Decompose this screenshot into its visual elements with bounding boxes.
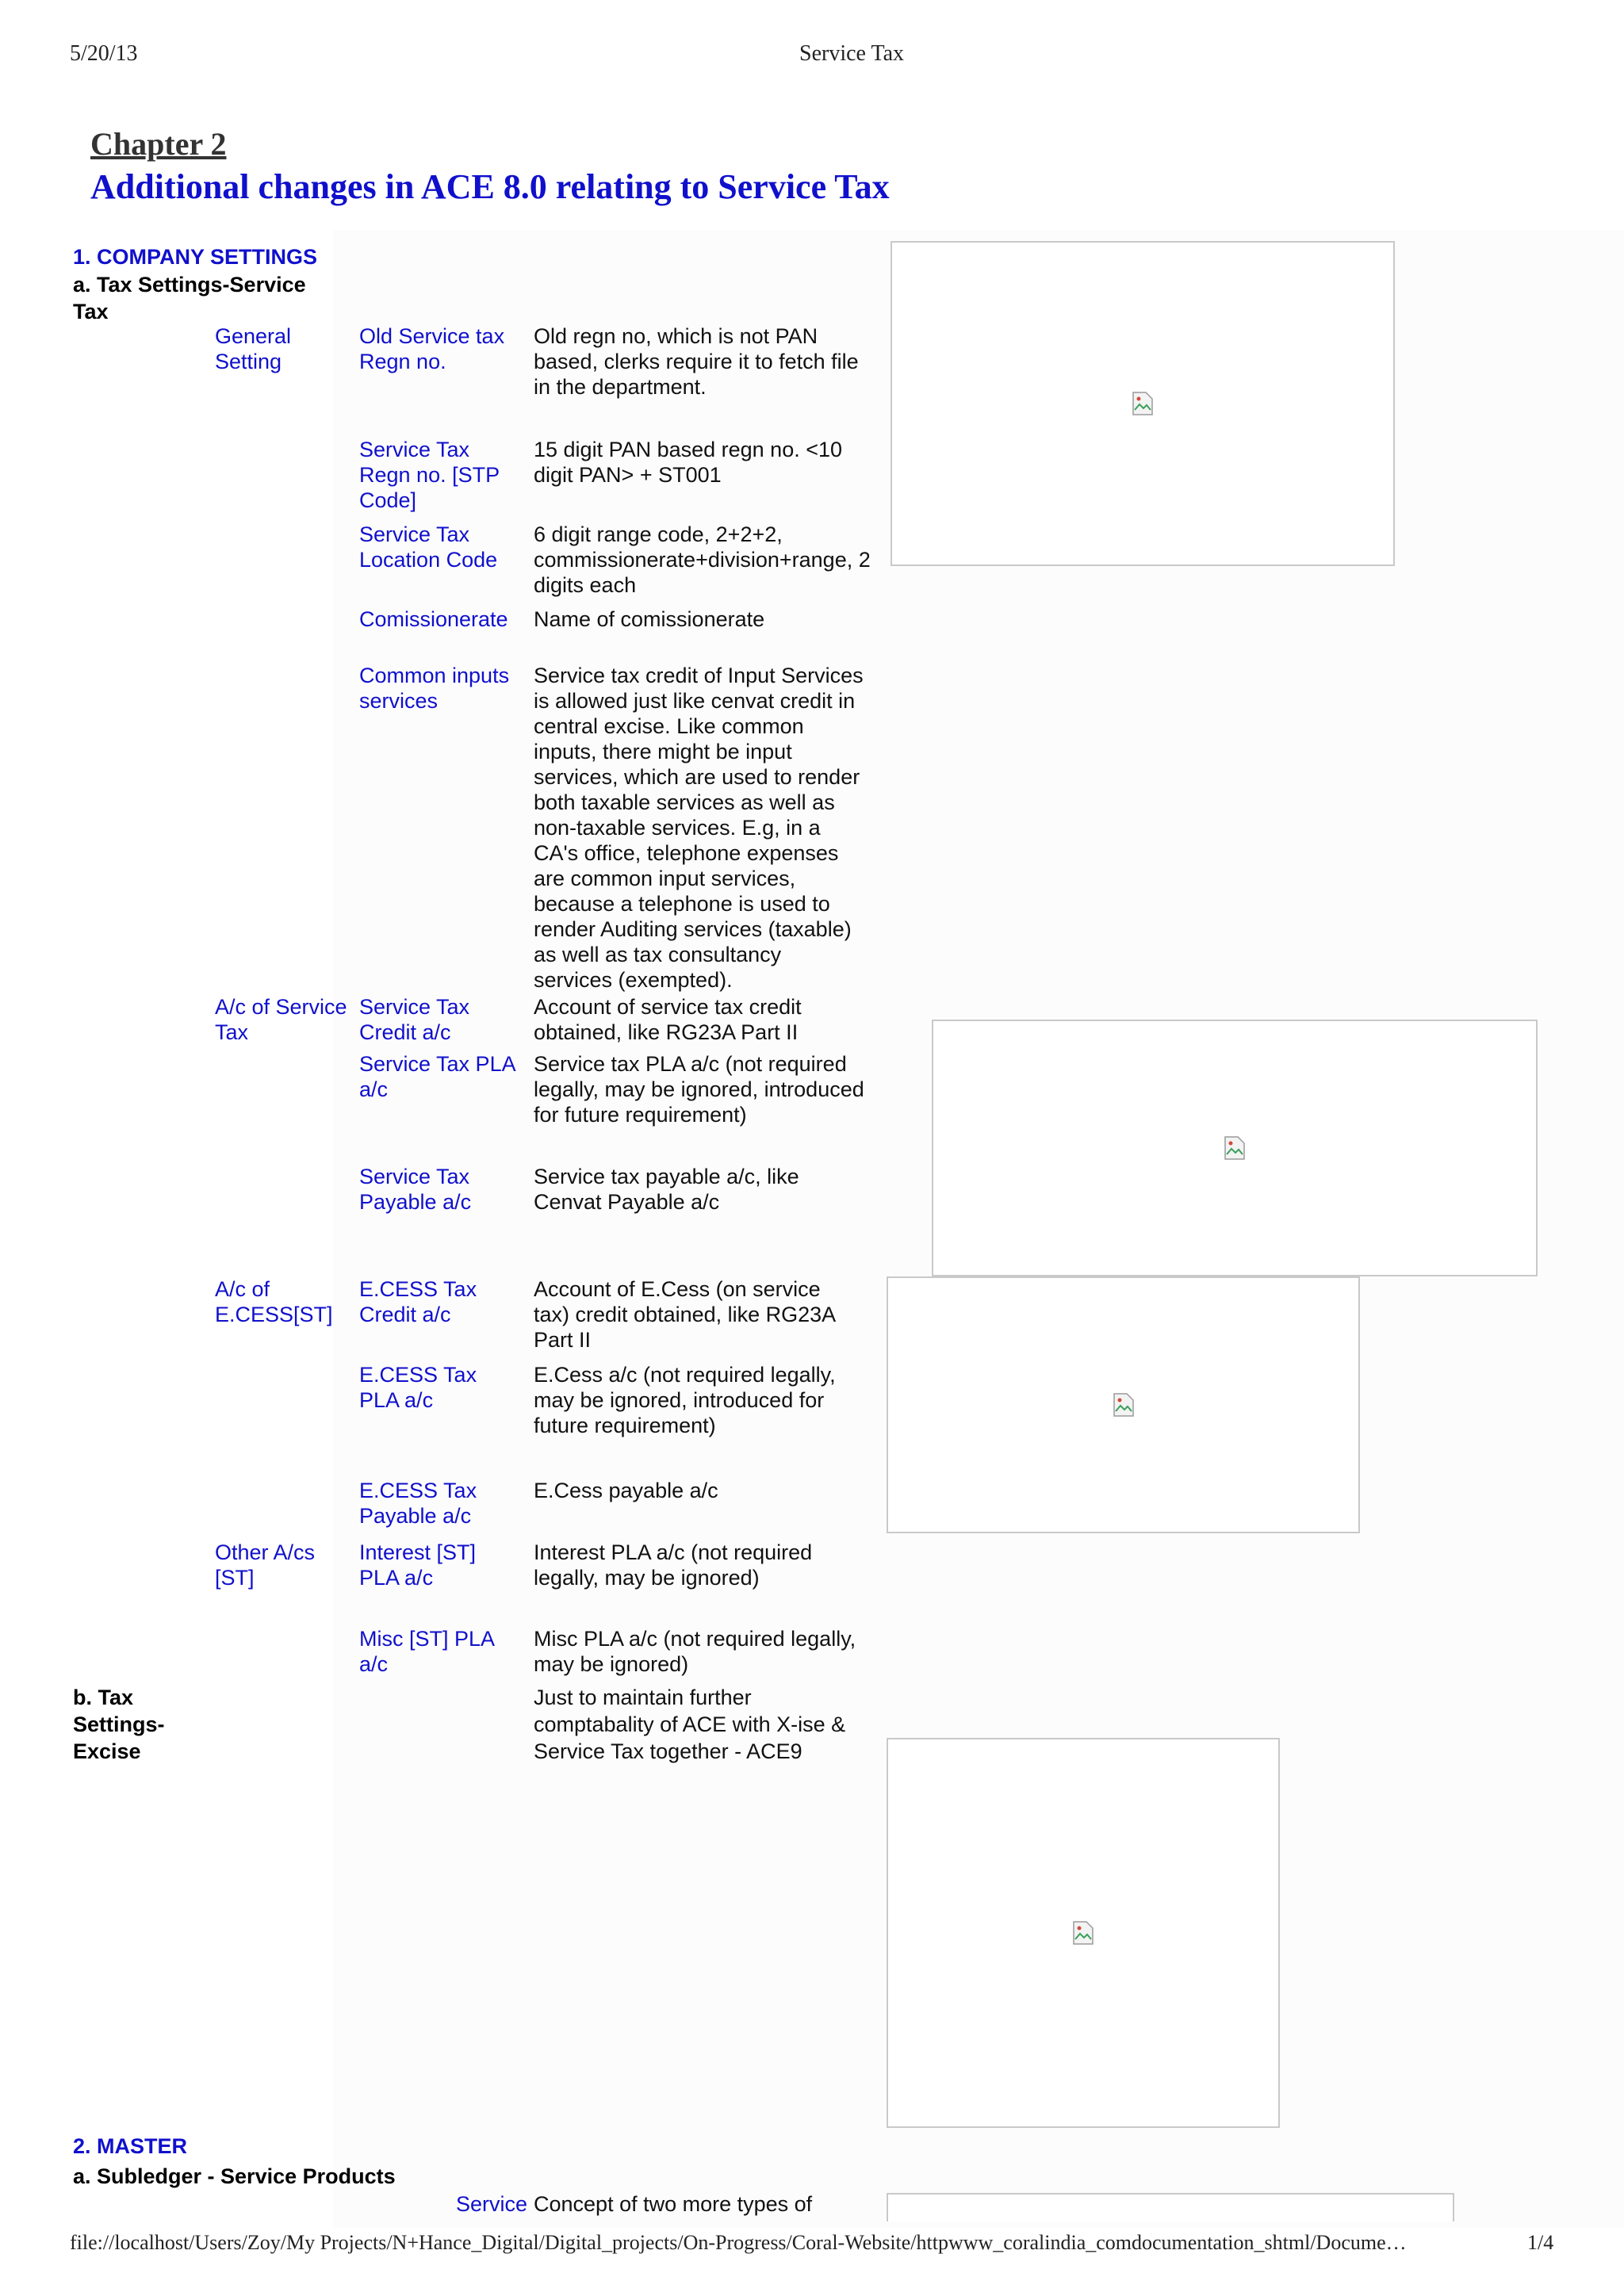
broken-image-icon xyxy=(1132,391,1154,416)
broken-image-5 xyxy=(887,2193,1454,2221)
group-general-setting: General Setting xyxy=(215,324,292,373)
desc-common-inputs-services: Service tax credit of Input Services is allowed just like cenvat credit in central excise. Like common inputs, there might be input services, which are used to render both taxable services as well as non-taxable services. E.g, in a CA's office, telephone expenses are common input services, because a telephone is used to render Auditing services (taxable) as well as tax consultancy services (exempted). xyxy=(534,664,864,992)
subsection-tax-settings-excise: b. Tax Settings- Excise xyxy=(73,1686,165,1763)
broken-image-2 xyxy=(932,1020,1538,1276)
field-service-tax-regn-no: Service Tax Regn no. [STP Code] xyxy=(359,438,500,512)
broken-image-icon xyxy=(1224,1135,1246,1161)
field-service-tax-location-code: Service Tax Location Code xyxy=(359,522,498,572)
print-footer-path: file://localhost/Users/Zoy/My Projects/N+Hance_Digital/Digital_projects/On-Progress/Coral-Website/httpwww_coralindia_comdocumentation_shtml/Docume… xyxy=(70,2231,1407,2254)
field-ecess-tax-credit: E.CESS Tax Credit a/c xyxy=(359,1277,477,1326)
field-service-tax-credit: Service Tax Credit a/c xyxy=(359,995,470,1044)
section-master: 2. MASTER xyxy=(73,2134,188,2158)
desc-old-service-tax-regn: Old regn no, which is not PAN based, clerks require it to fetch file in the department. xyxy=(534,324,859,399)
field-comissionerate: Comissionerate xyxy=(359,607,508,631)
desc-service-tax-credit: Account of service tax credit obtained, like RG23A Part II xyxy=(534,995,802,1044)
desc-comissionerate: Name of comissionerate xyxy=(534,607,765,631)
desc-ecess-tax-pla: E.Cess a/c (not required legally, may be ignored, introduced for future requirement) xyxy=(534,1363,836,1437)
desc-ecess-tax-payable: E.Cess payable a/c xyxy=(534,1479,718,1502)
group-ac-of-service-tax: A/c of Service Tax xyxy=(215,995,347,1044)
desc-tax-settings-excise: Just to maintain further comptabality of ACE with X-ise & Service Tax together - ACE9 xyxy=(534,1686,846,1763)
broken-image-icon xyxy=(1072,1920,1094,1946)
broken-image-icon xyxy=(1113,1392,1135,1418)
subsection-tax-settings-service: a. Tax Settings-Service Tax xyxy=(73,273,306,323)
field-service: Service xyxy=(456,2192,528,2216)
field-interest-st-pla: Interest [ST] PLA a/c xyxy=(359,1540,477,1590)
section-company-settings: 1. COMPANY SETTINGS xyxy=(73,245,318,269)
field-service-tax-payable: Service Tax Payable a/c xyxy=(359,1165,472,1214)
field-misc-st-pla: Misc [ST] PLA a/c xyxy=(359,1627,496,1676)
desc-service-tax-pla: Service tax PLA a/c (not required legally, may be ignored, introduced for future requirement) xyxy=(534,1052,864,1127)
subsection-subledger-service-products: a. Subledger - Service Products xyxy=(73,2164,396,2188)
group-other-acs: Other A/cs [ST] xyxy=(215,1540,316,1590)
desc-service-tax-payable: Service tax payable a/c, like Cenvat Payable a/c xyxy=(534,1165,799,1214)
field-service-tax-pla: Service Tax PLA a/c xyxy=(359,1052,516,1101)
chapter-heading: Chapter 2 xyxy=(90,126,227,162)
print-date: 5/20/13 xyxy=(70,41,138,66)
desc-interest-st-pla: Interest PLA a/c (not required legally, may be ignored) xyxy=(534,1540,813,1590)
print-title: Service Tax xyxy=(799,41,905,66)
field-ecess-tax-payable: E.CESS Tax Payable a/c xyxy=(359,1479,477,1528)
desc-service-tax-location-code: 6 digit range code, 2+2+2, commissionerate+division+range, 2 digits each xyxy=(534,522,871,597)
field-ecess-tax-pla: E.CESS Tax PLA a/c xyxy=(359,1363,477,1412)
desc-service: Concept of two more types of xyxy=(534,2192,813,2216)
field-old-service-tax-regn: Old Service tax Regn no. xyxy=(359,324,505,373)
desc-service-tax-regn-no: 15 digit PAN based regn no. <10 digit PAN> + ST001 xyxy=(534,438,843,487)
broken-image-3 xyxy=(887,1276,1360,1533)
broken-image-4 xyxy=(887,1738,1280,2128)
broken-image-1 xyxy=(891,241,1395,566)
page-title: Additional changes in ACE 8.0 relating to Service Tax xyxy=(90,167,890,206)
group-ac-of-ecess: A/c of E.CESS[ST] xyxy=(215,1277,333,1326)
desc-misc-st-pla: Misc PLA a/c (not required legally, may be ignored) xyxy=(534,1627,856,1676)
desc-ecess-tax-credit: Account of E.Cess (on service tax) credit obtained, like RG23A Part II xyxy=(534,1277,837,1352)
field-common-inputs-services: Common inputs services xyxy=(359,664,510,713)
print-page-number: 1/4 xyxy=(1527,2231,1554,2254)
